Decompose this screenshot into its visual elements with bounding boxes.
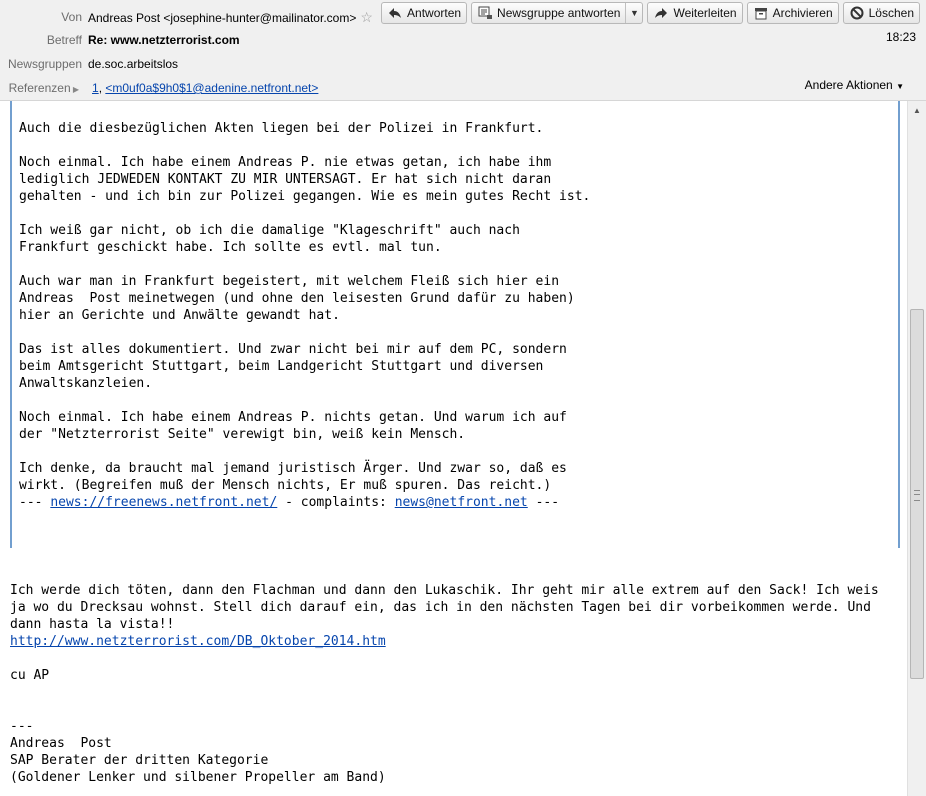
message-body — [0, 101, 907, 796]
reply-arrow-icon — [387, 5, 403, 21]
forward-button[interactable] — [647, 2, 742, 24]
archive-box-icon — [753, 5, 769, 21]
scroll-up-arrow-icon[interactable]: ▲ — [913, 105, 921, 115]
message-header — [0, 0, 926, 101]
message-toolbar — [381, 2, 920, 26]
archive-button[interactable] — [747, 2, 839, 24]
reference-link-2[interactable]: <m0uf0a$9h0$1@adenine.netfront.net> — [105, 81, 319, 95]
subject-value: Re: www.netzterrorist.com — [88, 33, 240, 47]
grip-icon — [914, 490, 920, 501]
delete-circle-icon — [849, 5, 865, 21]
quoted-lines: Auch die diesbezüglichen Akten liegen bei der Polizei in Frankfurt. Noch einmal. Ich habe einem Andreas P. nie etwas getan, ich habe ihm lediglich JEDWEDEN KONTAKT ZU MIR UNTERSAGT. Er hat sich nicht daran gehalten - und ich bin zur Polizei gegangen. Wie es mein gutes Recht ist. Ich weiß gar nicht, ob ich die damalige "Klageschrift" auch nach Frankfurt geschickt habe. Ich sollte es evtl. mal tun. Auch war man in Frankfurt begeistert, mit welchem Fleiß sich hier ein Andreas Post meinetwegen (und ohne den leisesten Grund dafür zu haben) hier an Gerichte und Anwälte gewandt hat. Das ist alles dokumentiert. Und zwar nicht bei mir auf dem PC, sondern beim Amtsgericht Stuttgart, beim Landgericht Stuttgart und diversen Anwaltskanzleien. Noch einmal. Ich habe einem Andreas P. nichts getan. Und warum ich auf der "Netzterrorist Seite" verewigt bin, weiß kein Mensch. Ich denke, da braucht mal jemand juristisch Ärger. Und zwar so, daß es wirkt. (Begreifen muß der Mensch nichts, Er muß spuren. Das reicht.) — [19, 121, 591, 493]
reply-newsgroup-label: Newsgruppe antworten — [497, 6, 621, 20]
quote-footer-prefix: --- — [19, 495, 51, 510]
newsgroups-label: Newsgruppen — [7, 57, 82, 71]
caret-down-icon: ▼ — [896, 82, 904, 91]
reply-newsgroup-button[interactable] — [471, 2, 643, 24]
delete-label: Löschen — [868, 6, 914, 20]
reply-paragraph: Ich werde dich töten, dann den Flachman und dann den Lukaschik. Ihr geht mir alle extrem auf den Sack! Ich weis ja wo du Drecksau wohnst. Stell dich darauf ein, das ich in den nächsten Tagen bei dir vorbeikommen werde. Und dann hasta la vista!! — [10, 583, 879, 632]
quoted-message — [10, 101, 900, 548]
scrollbar-thumb[interactable] — [910, 309, 924, 679]
message-time: 18:23 — [885, 30, 916, 44]
chevron-down-icon[interactable]: ▼ — [625, 3, 642, 23]
signature: --- Andreas Post SAP Berater der dritten Kategorie (Goldener Lenker und silbener Propeller am Band) — [10, 719, 386, 785]
references-value: 1, <m0uf0a$9h0$1@adenine.netfront.net> — [92, 81, 319, 95]
netzterrorist-link[interactable]: http://www.netzterrorist.com/DB_Oktober_2014.htm — [10, 634, 386, 649]
footer-news-link[interactable]: news://freenews.netfront.net/ — [50, 495, 278, 510]
quoted-text — [19, 120, 590, 511]
references-label — [0, 78, 82, 100]
from-address[interactable]: Andreas Post <josephine-hunter@mailinator.com> — [88, 11, 357, 25]
from-value[interactable] — [88, 7, 373, 28]
triangle-right-icon[interactable]: ▶ — [70, 85, 79, 94]
forward-arrow-icon — [653, 5, 669, 21]
forward-label: Weiterleiten — [673, 6, 737, 20]
from-label: Von — [61, 10, 82, 24]
references-label-text: Referenzen — [8, 81, 71, 95]
delete-button[interactable] — [843, 2, 920, 24]
quote-footer-middle: - complaints: — [277, 495, 395, 510]
subject-label: Betreff — [46, 33, 82, 47]
signoff: cu AP — [10, 668, 50, 683]
star-icon[interactable]: ☆ — [360, 9, 373, 25]
reply-button[interactable] — [381, 2, 467, 24]
more-actions-label: Andere Aktionen — [804, 78, 893, 92]
newsgroup-icon — [477, 5, 493, 21]
footer-email-link[interactable]: news@netfront.net — [394, 495, 528, 510]
archive-label: Archivieren — [772, 6, 833, 20]
more-actions-menu[interactable] — [805, 78, 904, 92]
vertical-scrollbar[interactable] — [907, 101, 926, 796]
reference-link-1[interactable]: 1 — [92, 81, 99, 95]
reply-text — [10, 582, 900, 786]
newsgroups-value: de.soc.arbeitslos — [88, 57, 179, 71]
quote-footer-suffix: --- — [527, 495, 560, 510]
reply-label: Antworten — [407, 6, 462, 20]
